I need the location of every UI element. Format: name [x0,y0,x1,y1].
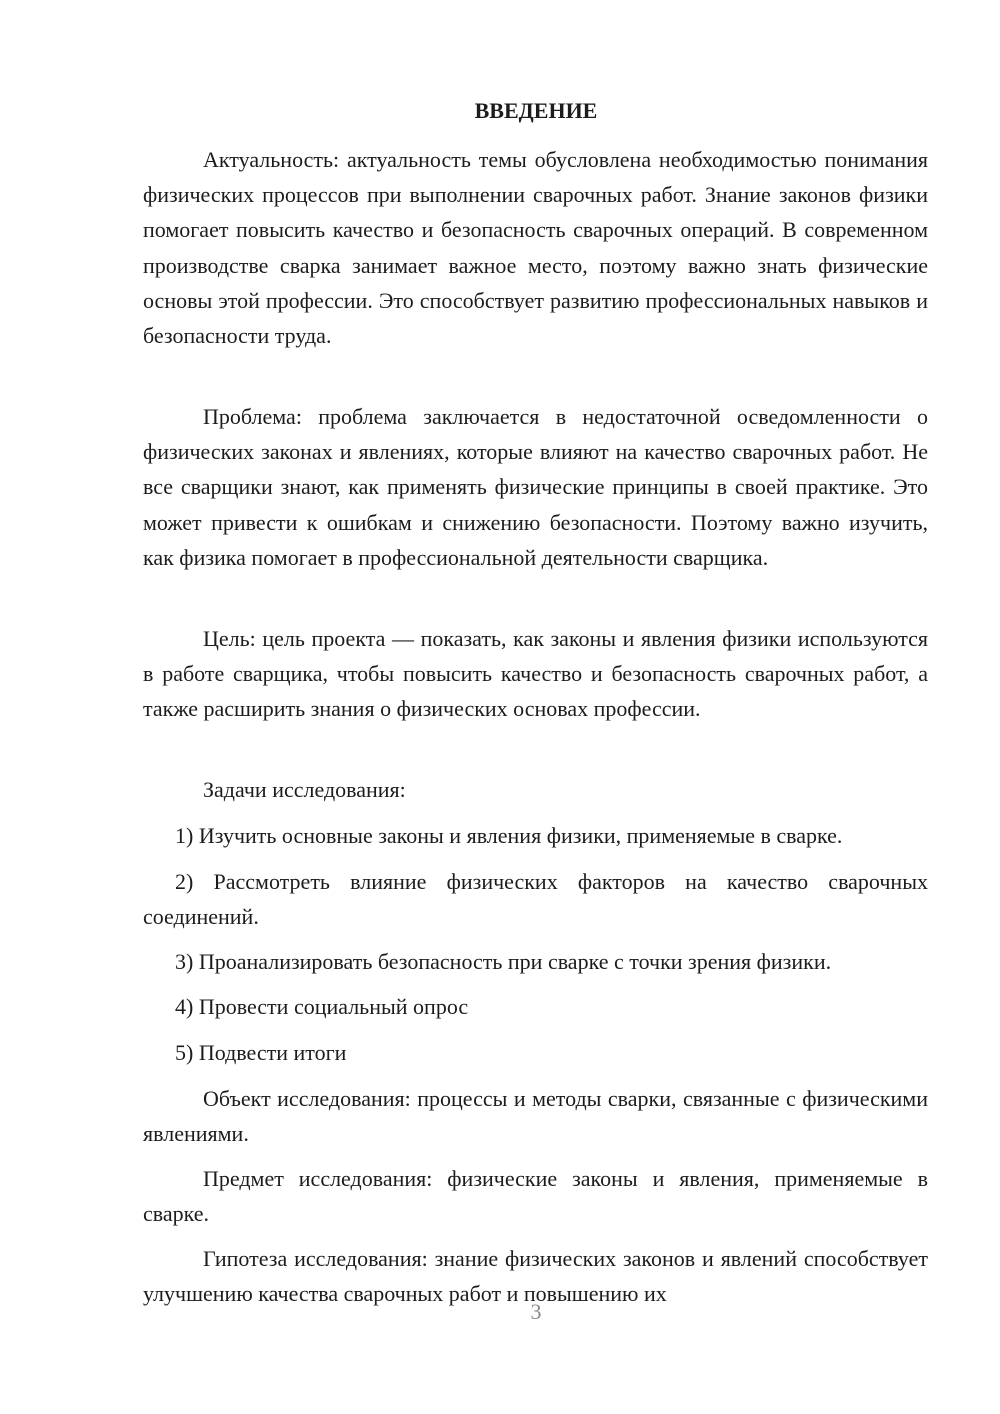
task-item: 5) Подвести итоги [175,1040,347,1065]
hypothesis-paragraph: Гипотеза исследования: знание физических законов и явлений способствует улучшению качества сварочных работ и повышению их [143,1246,928,1307]
object-paragraph: Объект исследования: процессы и методы сварки, связанные с физическими явлениями. [143,1086,928,1147]
problem-paragraph: Проблема: проблема заключается в недостаточной осведомленности о физических законах и явлениях, которые влияют на качество сварочных работ. Не все сварщики знают, как применять физические принципы в своей практике. Это может привести к ошибкам и снижению безопасности. Поэтому важно изучить, как физика помогает в профессиональной деятельности сварщика. [143,404,928,570]
task-item: 4) Провести социальный опрос [175,994,469,1019]
tasks-heading: Задачи исследования: [203,777,406,802]
task-item: 3) Проанализировать безопасность при сварке с точки зрения физики. [175,949,832,974]
goal-paragraph: Цель: цель проекта — показать, как законы и явления физики используются в работе сварщика, чтобы повысить качество и безопасность сварочных работ, а также расширить знания о физических основах профессии. [143,626,928,722]
page-title: ВВЕДЕНИЕ [474,98,598,123]
page-number: 3 [530,1299,542,1324]
task-item: 1) Изучить основные законы и явления физики, применяемые в сварке. [175,823,843,848]
subject-paragraph: Предмет исследования: физические законы и явления, применяемые в сварке. [143,1166,928,1227]
relevance-paragraph: Актуальность: актуальность темы обусловлена необходимостью понимания физических процессов при выполнении сварочных работ. Знание законов физики помогает повысить качество и безопасность сварочных операций. В современном производстве сварка занимает важное место, поэтому важно знать физические основы этой профессии. Это способствует развитию профессиональных навыков и безопасности труда. [143,147,928,349]
task-item: 2) Рассмотреть влияние физических факторов на качество сварочных соединений. [143,869,928,930]
